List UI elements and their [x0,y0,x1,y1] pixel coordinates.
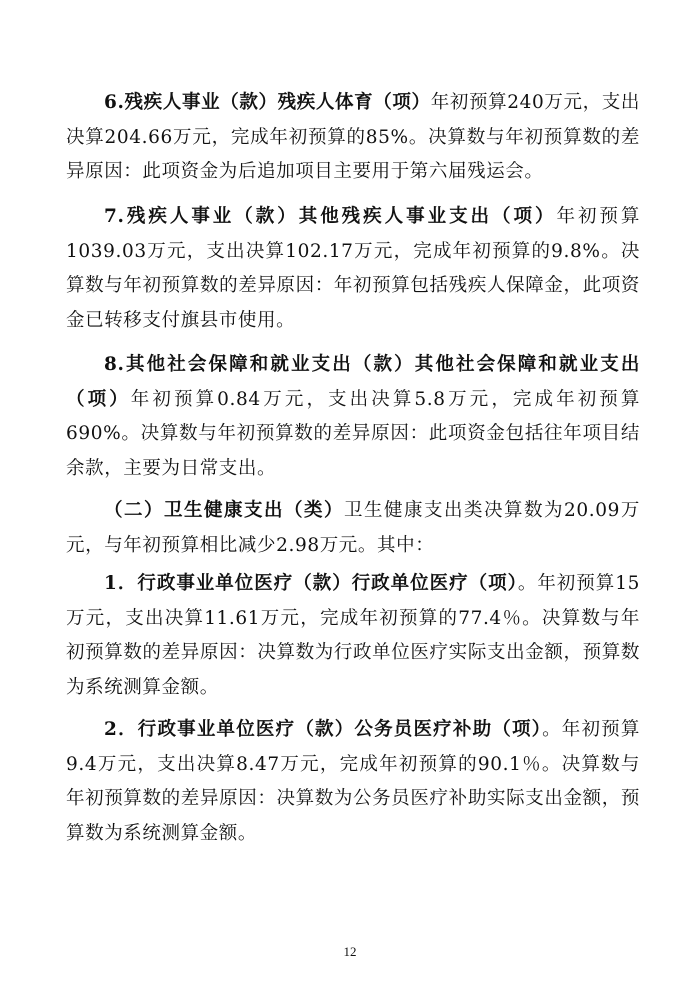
paragraph-body: 年初预算0.84万元，支出决算5.8万元，完成年初预算690%。决算数与年初预算数的差异原因：此项资金包括往年项目结余款，主要为日常支出。 [66,388,640,479]
paragraph-other-disabled-expenditure [66,200,640,338]
paragraph-admin-unit-medical [66,567,640,705]
paragraph-body: 。年初预算9.4万元，支出决算8.47万元，完成年初预算的90.1％。决算数与年初预算数的差异原因：决算数为公务员医疗补助实际支出金额，预算数为系统测算金额。 [66,719,640,844]
paragraph-heading: 1．行政事业单位医疗（款）行政单位医疗（项） [104,573,518,594]
paragraph-heading: 2．行政事业单位医疗（款）公务员医疗补助（项） [104,719,543,740]
page-number: 12 [343,944,357,959]
paragraph-health-expenditure [66,494,640,563]
paragraph-civil-servant-medical-subsidy [66,713,640,851]
paragraph-body: 年初预算240万元，支出决算204.66万元，完成年初预算的85%。决算数与年初预算数的差异原因：此项资金为后追加项目主要用于第六届残运会。 [66,92,640,182]
paragraph-body: 年初预算1039.03万元，支出决算102.17万元，完成年初预算的9.8%。决算数与年初预算数的差异原因：年初预算包括残疾人保障金，此项资金已转移支付旗县市使用。 [66,206,641,331]
paragraph-body: 卫生健康支出类决算数为20.09万元，与年初预算相比减少2.98万元。其中： [66,500,640,556]
paragraph-heading: 7.残疾人事业（款）其他残疾人事业支出（项） [104,206,557,227]
paragraph-heading: 6.残疾人事业（款）残疾人体育（项） [104,92,431,113]
paragraph-other-social-security [66,348,640,486]
paragraph-body: 。年初预算15万元，支出决算11.61万元，完成年初预算的77.4％。决算数与年初预算数的差异原因：决算数为行政单位医疗实际支出金额，预算数为系统测算金额。 [66,573,640,698]
paragraph-heading: 8.其他社会保障和就业支出（款）其他社会保障和就业支出（项） [66,354,640,410]
paragraph-disabled-sports [66,86,640,190]
paragraph-heading: （二）卫生健康支出（类） [104,500,345,521]
